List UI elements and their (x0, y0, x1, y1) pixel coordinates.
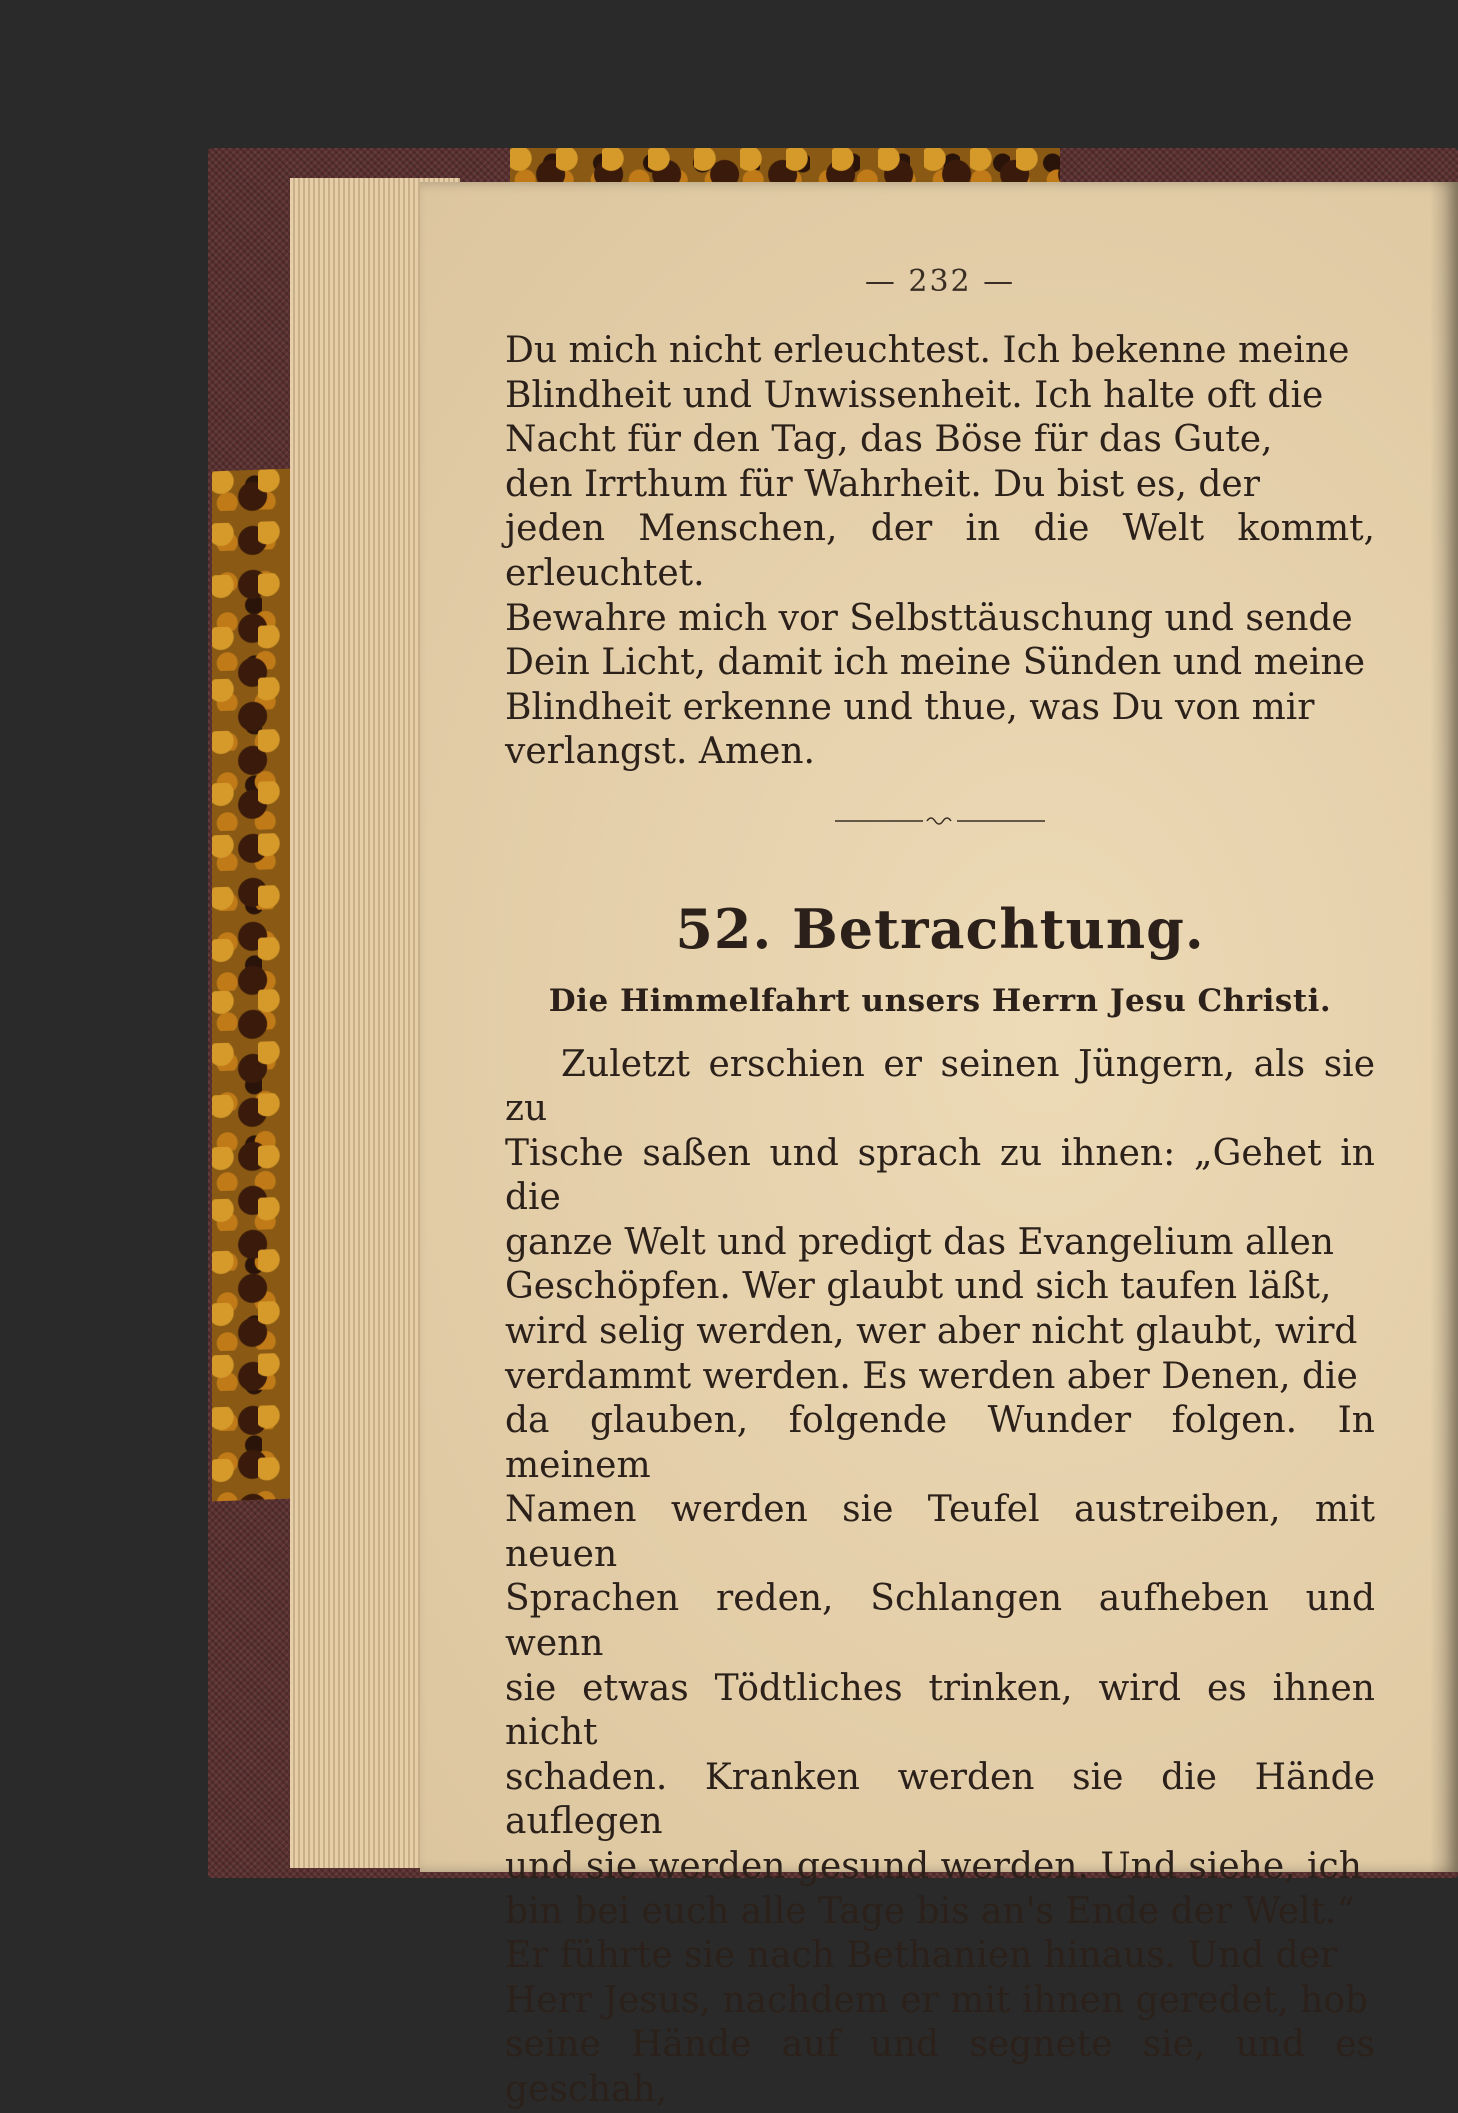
text-line: wird selig werden, wer aber nicht glaubt, wird (505, 1310, 1358, 1352)
text-line: Blindheit erkenne und thue, was Du von mir (505, 686, 1315, 728)
marbled-page-edge (212, 469, 290, 1502)
page-number: — 232 — (864, 264, 1016, 299)
prayer-paragraph (505, 329, 1375, 775)
text-line: und sie werden gesund werden. Und siehe, ich (505, 1846, 1362, 1888)
text-line: Sprachen reden, Schlangen aufheben und wenn (505, 1578, 1375, 1665)
text-line: sie etwas Tödtliches trinken, wird es ihnen nicht (505, 1667, 1375, 1754)
text-line: ganze Welt und predigt das Evangelium allen (505, 1221, 1334, 1263)
body-paragraph (505, 1043, 1375, 2113)
text-line: bin bei euch alle Tage bis an's Ende der Welt.“ (505, 1890, 1355, 1932)
text-line: jeden Menschen, der in die Welt kommt, erleuchtet. (505, 508, 1375, 594)
text-line: seine Hände auf und segnete sie, und es geschah, (505, 2024, 1375, 2110)
text-line: da glauben, folgende Wunder folgen. In meinem (505, 1400, 1375, 1486)
text-line: Geschöpfen. Wer glaubt und sich taufen läßt, (505, 1266, 1332, 1308)
section-subtitle: Die Himmelfahrt unsers Herrn Jesu Christi. (548, 982, 1332, 1019)
text-line: Tische saßen und sprach zu ihnen: „Gehet in die (505, 1132, 1375, 1219)
text-line: verdammt werden. Es werden aber Denen, die (505, 1355, 1358, 1397)
text-line: schaden. Kranken werden sie die Hände auflegen (505, 1756, 1375, 1843)
text-line: Er führte sie nach Bethanien hinaus. Und der (505, 1935, 1338, 1977)
text-line: Zuletzt erschien er seinen Jüngern, als sie zu (505, 1043, 1375, 1130)
text-line: Dein Licht, damit ich meine Sünden und meine (505, 642, 1366, 684)
text-line: Nacht für den Tag, das Böse für das Gute, (505, 419, 1273, 461)
text-line: Herr Jesus, nachdem er mit ihnen geredet, hob (505, 1979, 1369, 2021)
ornamental-divider (835, 811, 1045, 831)
text-line: Namen werden sie Teufel austreiben, mit neuen (505, 1489, 1375, 1575)
section-heading: 52. Betrachtung. (675, 896, 1205, 961)
page-edge-shadow (1430, 182, 1458, 1872)
text-line: verlangst. Amen. (505, 731, 815, 773)
text-line: Du mich nicht erleuchtest. Ich bekenne meine (505, 330, 1350, 371)
text-line: den Irrthum für Wahrheit. Du bist es, der (505, 463, 1260, 505)
page-text (505, 260, 1375, 2113)
text-line: Blindheit und Unwissenheit. Ich halte oft die (505, 374, 1324, 416)
text-line: Bewahre mich vor Selbsttäuschung und sende (505, 597, 1353, 639)
marbled-endpaper-top (510, 148, 1060, 182)
